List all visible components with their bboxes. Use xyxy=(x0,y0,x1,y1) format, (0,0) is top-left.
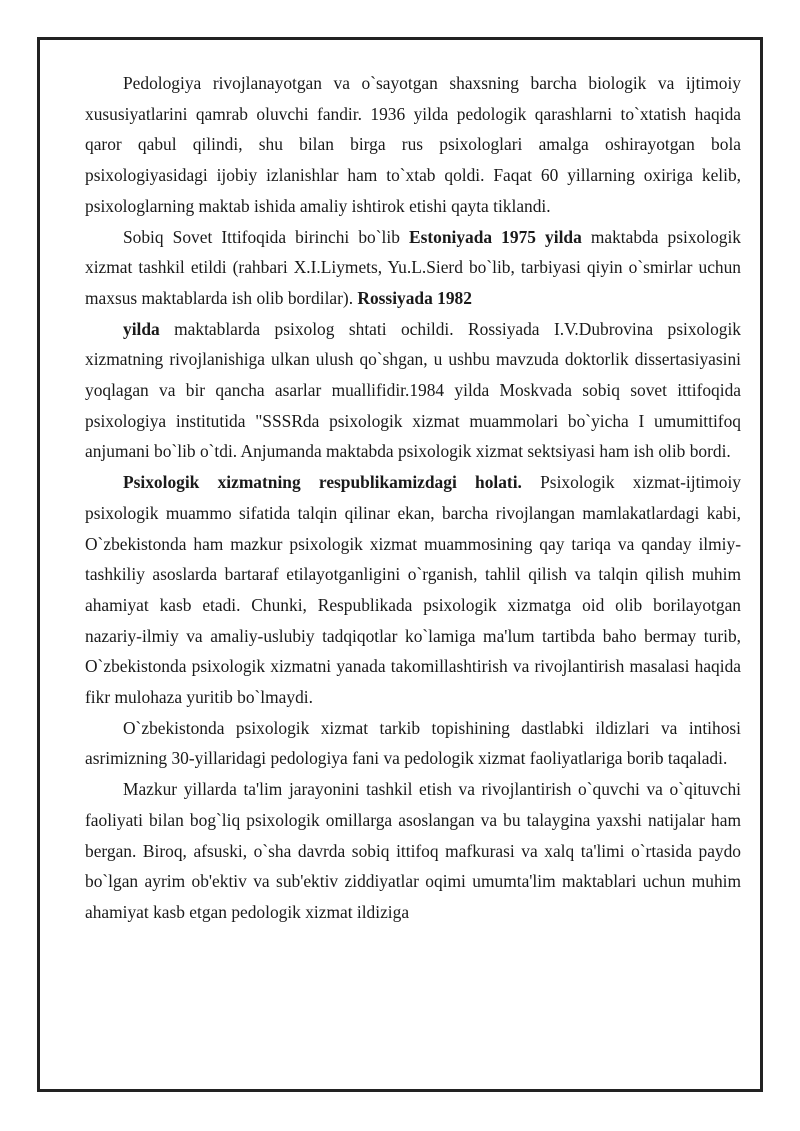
paragraph-text: O`zbekistonda psixologik xizmat tarkib topishining dastlabki ildizlari va intihosi asrimizning 30-yillaridagi pedologiya fani va pedologik xizmat faoliyatlariga borib taqaladi. xyxy=(85,717,741,769)
paragraph-pedologiya xyxy=(85,68,741,222)
paragraph-text: maktablarda psixolog shtati ochildi. Rossiyada I.V.Dubrovina psixologik xizmatning rivojlanishiga ulkan ulush qo`shgan, u ushbu mavzuda doktorlik dissertasiyasini yoqlagan va bir qancha asarlar muallifidir.1984 yilda Moskvada sobiq sovet ittifoqida psixologiya institutida "SSSRda psixologik xizmat muammolari bo`yicha I umumittifoq anjumani bo`lib o`tdi. Anjumanda maktabda psixologik xizmat sektsiyasi ham ish olib bordi. xyxy=(85,318,741,462)
paragraph-text: maktabda psixologik xizmat tashkil etildi (rahbari X.I.Liymets, Yu.L.Sierd bo`lib, tarbiyasi qiyin o`smirlar uchun maxsus maktablarda ish olib bordilar). xyxy=(85,226,741,308)
paragraph-text: Pedologiya rivojlanayotgan va o`sayotgan shaxsning barcha biologik va ijtimoiy xususiyatlarini qamrab oluvchi fandir. 1936 yilda pedologik qarashlarni to`xtatish haqida qaror qabul qilindi, shu bilan birga rus psixologlari amalga oshirayotgan bola psixologiyasidagi ijobiy izlanishlar ham to`xtab qoldi. Faqat 60 yillarning oxiriga kelib, psixologlarning maktab ishida amaliy ishtirok etishi qayta tiklandi. xyxy=(85,73,741,216)
paragraph-mazkur-yillarda xyxy=(85,774,741,928)
bold-phrase-rossiya: Rossiyada 1982 xyxy=(357,287,472,308)
document-body xyxy=(85,68,741,928)
paragraph-rossiya xyxy=(85,314,741,468)
paragraph-text: Sobiq Sovet Ittifoqida birinchi bo`lib xyxy=(123,226,409,247)
bold-phrase-yilda: yilda xyxy=(123,318,160,339)
paragraph-respublika xyxy=(85,467,741,713)
section-heading: Psixologik xizmatning respublikamizdagi holati. xyxy=(123,472,522,493)
paragraph-text: Psixologik xizmat-ijtimoiy psixologik muammo sifatida talqin qilinar ekan, barcha rivojlangan mamlakatlardagi kabi, O`zbekistonda ham mazkur psixologik xizmat muammosining qay tariqa va qanday ilmiy-tashkiliy asoslarda bartaraf etilayotganligini o`rganish, tahlil qilish va talqin qilish muhim ahamiyat kasb etadi. Chunki, Respublikada psixologik xizmatga oid olib borilayotgan nazariy-ilmiy va amaliy-uslubiy tadqiqotlar ko`lamiga ma'lum tartibda baho bermay turib, O`zbekistonda psixologik xizmatni yanada takomillashtirish va rivojlantirish masalasi haqida fikr mulohaza yuritib bo`lmaydi. xyxy=(85,472,741,708)
paragraph-text: Mazkur yillarda ta'lim jarayonini tashkil etish va rivojlantirish o`quvchi va o`qituvchi faoliyati bilan bog`liq psixologik omillarga asoslangan va bu talaygina yaxshi natijalar ham bergan. Biroq, afsuski, o`sha davrda sobiq ittifoq mafkurasi va xalq ta'limi o`rtasida paydo bo`lgan ayrim ob'ektiv va sub'ektiv ziddiyatlar oqimi umumta'lim maktablari uchun muhim ahamiyat kasb etgan pedologik xizmat ildiziga xyxy=(85,779,741,922)
paragraph-ildizlari xyxy=(85,713,741,774)
bold-phrase-estoniya: Estoniyada 1975 yilda xyxy=(408,226,582,247)
paragraph-sobiq-sovet xyxy=(85,222,741,314)
